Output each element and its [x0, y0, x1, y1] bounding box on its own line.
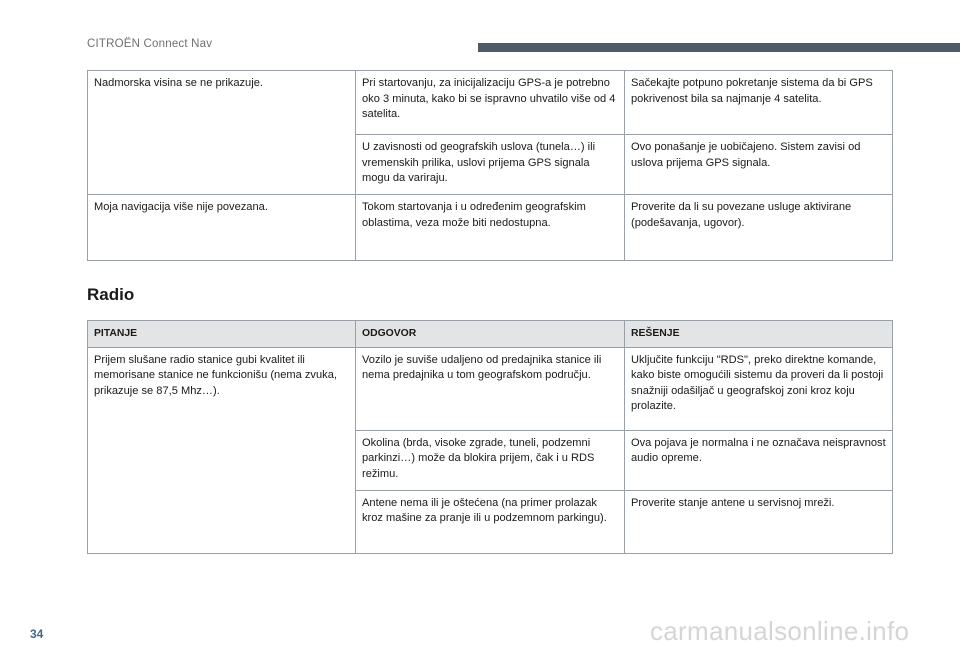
- table-row: [88, 195, 893, 261]
- answer-cell: U zavisnosti od geografskih uslova (tunela…) ili vremenskih prilika, uslovi prijema GPS signala mogu da variraju.: [356, 135, 625, 195]
- solution-cell: Sačekajte potpuno pokretanje sistema da bi GPS pokrivenost bila sa najmanje 4 satelita.: [625, 71, 893, 135]
- column-header-question: PITANJE: [88, 321, 356, 348]
- question-cell: Moja navigacija više nije povezana.: [88, 195, 356, 261]
- radio-troubleshooting-table: [87, 320, 893, 554]
- table-header-row: [88, 321, 893, 348]
- column-header-answer: ODGOVOR: [356, 321, 625, 348]
- watermark-text: carmanualsonline.info: [650, 616, 910, 646]
- answer-cell: Antene nema ili je oštećena (na primer prolazak kroz mašine za pranje ili u podzemnom parkingu).: [356, 490, 625, 553]
- column-header-solution: REŠENJE: [625, 321, 893, 348]
- solution-cell: Uključite funkciju "RDS", preko direktne komande, kako biste omogućili sistemu da proveri da li postoji snažniji odašiljač u geografskoj zoni kroz koju prolazite.: [625, 347, 893, 430]
- section-heading-radio: Radio: [87, 285, 135, 304]
- solution-cell: Ova pojava je normalna i ne označava neispravnost audio opreme.: [625, 430, 893, 490]
- table-row: [88, 71, 893, 135]
- gps-troubleshooting-table: [87, 70, 893, 261]
- answer-cell: Vozilo je suviše udaljeno od predajnika stanice ili nema predajnika u tom geografskom području.: [356, 347, 625, 430]
- answer-cell: Tokom startovanja i u određenim geografskim oblastima, veza može biti nedostupna.: [356, 195, 625, 261]
- question-cell: Nadmorska visina se ne prikazuje.: [88, 71, 356, 195]
- table-row: [88, 347, 893, 430]
- answer-cell: Pri startovanju, za inicijalizaciju GPS-a je potrebno oko 3 minuta, kako bi se ispravno uhvatilo više od 4 satelita.: [356, 71, 625, 135]
- manual-title: CITROËN Connect Nav: [87, 38, 213, 50]
- answer-cell: Okolina (brda, visoke zgrade, tuneli, podzemni parkinzi…) može da blokira prijem, čak i u RDS režimu.: [356, 430, 625, 490]
- question-cell: Prijem slušane radio stanice gubi kvalitet ili memorisane stanice ne funkcionišu (nema zvuka, prikazuje se 87,5 Mhz…).: [88, 347, 356, 553]
- header-accent-bar: [478, 43, 960, 52]
- solution-cell: Ovo ponašanje je uobičajeno. Sistem zavisi od uslova prijema GPS signala.: [625, 135, 893, 195]
- page-number: 34: [30, 627, 44, 641]
- solution-cell: Proverite stanje antene u servisnoj mreži.: [625, 490, 893, 553]
- solution-cell: Proverite da li su povezane usluge aktivirane (podešavanja, ugovor).: [625, 195, 893, 261]
